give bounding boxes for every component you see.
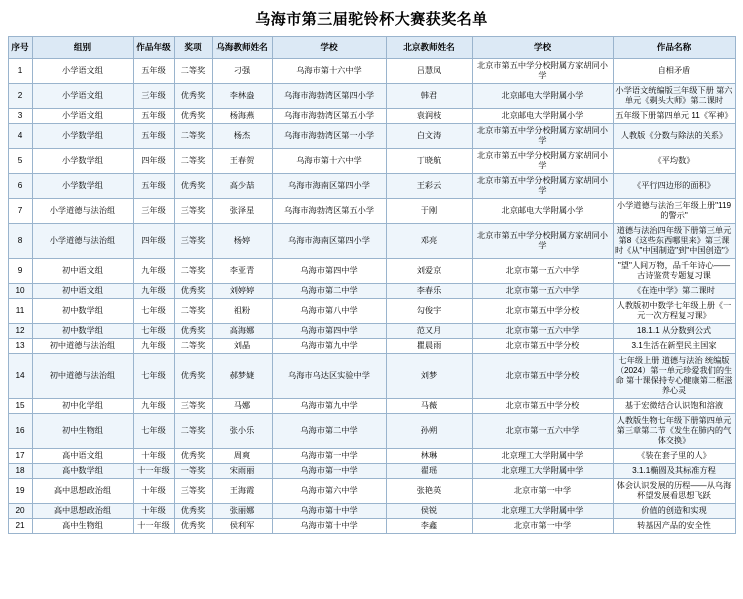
- cell-no: 19: [8, 479, 32, 504]
- cell-grade: 九年级: [133, 259, 174, 284]
- cell-award: 优秀奖: [174, 504, 212, 519]
- cell-work: 道德与法治四年级下册第三单元第8《这些东西哪里来》第三课时《从"中国制造"到"中国创造"》: [613, 224, 735, 259]
- cell-award: 三等奖: [174, 479, 212, 504]
- column-header-no: 序号: [8, 37, 32, 59]
- column-header-wuhai-school: 学校: [272, 37, 386, 59]
- cell-beijing-school: 北京市第五中学分校附属方家胡同小学: [472, 149, 613, 174]
- table-row: [8, 414, 735, 449]
- cell-wuhai-school: 乌海市第一中学: [272, 449, 386, 464]
- cell-no: 4: [8, 124, 32, 149]
- cell-wuhai-school: 乌海市第十中学: [272, 519, 386, 534]
- table-row: [8, 284, 735, 299]
- column-header-beijing-school: 学校: [472, 37, 613, 59]
- cell-group: 初中生物组: [32, 414, 133, 449]
- cell-grade: 十一年级: [133, 464, 174, 479]
- cell-beijing-teacher: 白文涛: [386, 124, 472, 149]
- cell-grade: 四年级: [133, 224, 174, 259]
- cell-no: 5: [8, 149, 32, 174]
- table-row: [8, 149, 735, 174]
- cell-no: 14: [8, 354, 32, 399]
- table-row: [8, 174, 735, 199]
- cell-beijing-teacher: 瞿晨雨: [386, 339, 472, 354]
- cell-work: 18.1.1 从分数到公式: [613, 324, 735, 339]
- column-header-beijing-teacher: 北京教师姓名: [386, 37, 472, 59]
- column-header-award: 奖项: [174, 37, 212, 59]
- cell-wuhai-school: 乌海市海勃湾区第四小学: [272, 84, 386, 109]
- cell-beijing-teacher: 林琳: [386, 449, 472, 464]
- cell-wuhai-teacher: 杨海燕: [212, 109, 272, 124]
- table-row: [8, 479, 735, 504]
- cell-no: 18: [8, 464, 32, 479]
- cell-beijing-teacher: 马薇: [386, 399, 472, 414]
- cell-no: 15: [8, 399, 32, 414]
- cell-wuhai-teacher: 祖粉: [212, 299, 272, 324]
- column-header-wuhai-teacher: 乌海教师姓名: [212, 37, 272, 59]
- cell-wuhai-school: 乌海市第九中学: [272, 399, 386, 414]
- cell-grade: 五年级: [133, 109, 174, 124]
- cell-no: 6: [8, 174, 32, 199]
- cell-work: 《在连中学》第二课时: [613, 284, 735, 299]
- cell-award: 优秀奖: [174, 519, 212, 534]
- cell-beijing-school: 北京理工大学附属中学: [472, 504, 613, 519]
- cell-wuhai-teacher: 张丽娜: [212, 504, 272, 519]
- cell-wuhai-school: 乌海市第四中学: [272, 324, 386, 339]
- cell-wuhai-teacher: 高海娜: [212, 324, 272, 339]
- cell-work: "望"人间万物，品千年诗心——古诗鉴赏专题复习课: [613, 259, 735, 284]
- cell-award: 三等奖: [174, 399, 212, 414]
- cell-beijing-teacher: 孙朔: [386, 414, 472, 449]
- cell-group: 小学语文组: [32, 109, 133, 124]
- cell-award: 二等奖: [174, 149, 212, 174]
- cell-wuhai-school: 乌海市第九中学: [272, 339, 386, 354]
- table-row: [8, 199, 735, 224]
- cell-work: 人教版生物七年级下册第四单元第三章第二节《发生在肺内的气体交换》: [613, 414, 735, 449]
- table-row: [8, 109, 735, 124]
- cell-group: 初中道德与法治组: [32, 354, 133, 399]
- cell-wuhai-teacher: 王海霞: [212, 479, 272, 504]
- cell-wuhai-school: 乌海市海南区第四小学: [272, 224, 386, 259]
- cell-beijing-school: 北京市第五中学分校: [472, 399, 613, 414]
- cell-wuhai-teacher: 王春贺: [212, 149, 272, 174]
- cell-group: 初中语文组: [32, 259, 133, 284]
- cell-wuhai-school: 乌海市第十六中学: [272, 149, 386, 174]
- cell-grade: 七年级: [133, 354, 174, 399]
- cell-grade: 五年级: [133, 59, 174, 84]
- table-row: [8, 259, 735, 284]
- cell-grade: 三年级: [133, 199, 174, 224]
- cell-no: 2: [8, 84, 32, 109]
- cell-wuhai-teacher: 刁强: [212, 59, 272, 84]
- cell-group: 小学数学组: [32, 124, 133, 149]
- cell-work: 小学语文统编版三年级下册 第六单元《剃头大师》第二课时: [613, 84, 735, 109]
- cell-grade: 七年级: [133, 324, 174, 339]
- cell-beijing-teacher: 刘梦: [386, 354, 472, 399]
- cell-beijing-teacher: 范又月: [386, 324, 472, 339]
- cell-beijing-teacher: 于刚: [386, 199, 472, 224]
- cell-wuhai-school: 乌海市海勃湾区第五小学: [272, 199, 386, 224]
- cell-wuhai-teacher: 宋雨丽: [212, 464, 272, 479]
- cell-wuhai-school: 乌海市第八中学: [272, 299, 386, 324]
- cell-beijing-school: 北京市第一五六中学: [472, 414, 613, 449]
- cell-group: 初中数学组: [32, 324, 133, 339]
- cell-beijing-teacher: 侯锐: [386, 504, 472, 519]
- cell-grade: 十年级: [133, 504, 174, 519]
- cell-no: 8: [8, 224, 32, 259]
- table-row: [8, 354, 735, 399]
- cell-award: 优秀奖: [174, 324, 212, 339]
- cell-beijing-school: 北京邮电大学附属小学: [472, 199, 613, 224]
- cell-group: 小学道德与法治组: [32, 199, 133, 224]
- cell-work: 人教版《分数与除法的关系》: [613, 124, 735, 149]
- cell-award: 二等奖: [174, 299, 212, 324]
- cell-wuhai-school: 乌海市海南区第四小学: [272, 174, 386, 199]
- cell-work: 《装在套子里的人》: [613, 449, 735, 464]
- cell-wuhai-teacher: 侯利军: [212, 519, 272, 534]
- cell-award: 优秀奖: [174, 354, 212, 399]
- cell-group: 小学数学组: [32, 149, 133, 174]
- cell-beijing-teacher: 翟瑶: [386, 464, 472, 479]
- cell-award: 三等奖: [174, 224, 212, 259]
- cell-beijing-school: 北京市第一五六中学: [472, 324, 613, 339]
- cell-wuhai-teacher: 张泽星: [212, 199, 272, 224]
- cell-grade: 五年级: [133, 174, 174, 199]
- cell-no: 9: [8, 259, 32, 284]
- cell-group: 初中道德与法治组: [32, 339, 133, 354]
- cell-work: 五年级下册第四单元 11《军神》: [613, 109, 735, 124]
- cell-group: 高中生物组: [32, 519, 133, 534]
- cell-award: 二等奖: [174, 124, 212, 149]
- cell-award: 二等奖: [174, 414, 212, 449]
- cell-wuhai-teacher: 张小乐: [212, 414, 272, 449]
- cell-beijing-teacher: 李鑫: [386, 519, 472, 534]
- cell-beijing-school: 北京理工大学附属中学: [472, 449, 613, 464]
- cell-group: 初中化学组: [32, 399, 133, 414]
- cell-work: 《平均数》: [613, 149, 735, 174]
- cell-beijing-teacher: 王彩云: [386, 174, 472, 199]
- cell-no: 20: [8, 504, 32, 519]
- cell-grade: 四年级: [133, 149, 174, 174]
- cell-wuhai-teacher: 郝梦婕: [212, 354, 272, 399]
- cell-wuhai-school: 乌海市第二中学: [272, 414, 386, 449]
- cell-wuhai-teacher: 杨杰: [212, 124, 272, 149]
- cell-grade: 三年级: [133, 84, 174, 109]
- cell-work: 七年级上册 道德与法治 统编版（2024）第一单元珍爱我们的生命 第十课保持专心健康第二框滋养心灵: [613, 354, 735, 399]
- cell-beijing-teacher: 丁晓航: [386, 149, 472, 174]
- column-header-grade: 作品年级: [133, 37, 174, 59]
- cell-wuhai-school: 乌海市乌达区实验中学: [272, 354, 386, 399]
- cell-wuhai-teacher: 高少喆: [212, 174, 272, 199]
- cell-beijing-school: 北京市第五中学分校: [472, 354, 613, 399]
- cell-grade: 五年级: [133, 124, 174, 149]
- cell-work: 体会认识发展的历程——从乌海杯望发展看思想飞跃: [613, 479, 735, 504]
- cell-group: 高中语文组: [32, 449, 133, 464]
- cell-beijing-school: 北京邮电大学附属小学: [472, 109, 613, 124]
- cell-beijing-school: 北京市第五中学分校附属方家胡同小学: [472, 124, 613, 149]
- award-list-table: [8, 36, 736, 534]
- cell-grade: 九年级: [133, 339, 174, 354]
- cell-no: 1: [8, 59, 32, 84]
- cell-award: 优秀奖: [174, 174, 212, 199]
- cell-work: 人教版初中数学七年级上册《一元一次方程复习课》: [613, 299, 735, 324]
- cell-wuhai-school: 乌海市海勃湾区第一小学: [272, 124, 386, 149]
- cell-award: 一等奖: [174, 464, 212, 479]
- cell-group: 初中语文组: [32, 284, 133, 299]
- cell-work: 自相矛盾: [613, 59, 735, 84]
- cell-wuhai-teacher: 李亚青: [212, 259, 272, 284]
- cell-award: 二等奖: [174, 339, 212, 354]
- cell-grade: 九年级: [133, 284, 174, 299]
- cell-beijing-teacher: 刘爱京: [386, 259, 472, 284]
- cell-grade: 九年级: [133, 399, 174, 414]
- cell-group: 高中思想政治组: [32, 504, 133, 519]
- table-row: [8, 449, 735, 464]
- table-row: [8, 124, 735, 149]
- cell-award: 三等奖: [174, 199, 212, 224]
- cell-grade: 十年级: [133, 479, 174, 504]
- cell-beijing-teacher: 袁润枝: [386, 109, 472, 124]
- table-header: [8, 37, 735, 59]
- cell-grade: 七年级: [133, 414, 174, 449]
- cell-wuhai-teacher: 李林盎: [212, 84, 272, 109]
- cell-award: 优秀奖: [174, 109, 212, 124]
- cell-work: 3.1.1椭圆及其标准方程: [613, 464, 735, 479]
- cell-beijing-school: 北京市第五中学分校附属方家胡同小学: [472, 174, 613, 199]
- cell-beijing-school: 北京邮电大学附属小学: [472, 84, 613, 109]
- cell-group: 高中思想政治组: [32, 479, 133, 504]
- table-row: [8, 59, 735, 84]
- cell-wuhai-school: 乌海市第十六中学: [272, 59, 386, 84]
- cell-beijing-school: 北京市第一五六中学: [472, 259, 613, 284]
- cell-work: 小学道德与法治三年级上册"119的警示": [613, 199, 735, 224]
- cell-award: 优秀奖: [174, 84, 212, 109]
- cell-award: 二等奖: [174, 259, 212, 284]
- cell-beijing-teacher: 勾俊宇: [386, 299, 472, 324]
- cell-grade: 十年级: [133, 449, 174, 464]
- cell-work: 价值的创造和实现: [613, 504, 735, 519]
- cell-award: 优秀奖: [174, 449, 212, 464]
- cell-group: 高中数学组: [32, 464, 133, 479]
- cell-group: 小学数学组: [32, 174, 133, 199]
- cell-wuhai-school: 乌海市第一中学: [272, 464, 386, 479]
- column-header-group: 组别: [32, 37, 133, 59]
- table-row: [8, 464, 735, 479]
- cell-beijing-teacher: 李春乐: [386, 284, 472, 299]
- cell-group: 小学语文组: [32, 84, 133, 109]
- cell-no: 21: [8, 519, 32, 534]
- cell-no: 10: [8, 284, 32, 299]
- cell-wuhai-teacher: 周爽: [212, 449, 272, 464]
- cell-beijing-teacher: 邓亮: [386, 224, 472, 259]
- cell-no: 16: [8, 414, 32, 449]
- table-body: [8, 59, 735, 534]
- cell-wuhai-teacher: 马娜: [212, 399, 272, 414]
- cell-grade: 十一年级: [133, 519, 174, 534]
- page-title: 乌海市第三届驼铃杯大赛获奖名单: [255, 12, 488, 28]
- cell-no: 3: [8, 109, 32, 124]
- table-row: [8, 84, 735, 109]
- table-row: [8, 399, 735, 414]
- cell-wuhai-school: 乌海市第二中学: [272, 284, 386, 299]
- table-header-row: [8, 37, 735, 59]
- cell-grade: 七年级: [133, 299, 174, 324]
- cell-award: 二等奖: [174, 59, 212, 84]
- cell-group: 小学语文组: [32, 59, 133, 84]
- table-row: [8, 519, 735, 534]
- cell-beijing-teacher: 吕慧凤: [386, 59, 472, 84]
- cell-beijing-teacher: 张艳英: [386, 479, 472, 504]
- column-header-work: 作品名称: [613, 37, 735, 59]
- cell-beijing-school: 北京理工大学附属中学: [472, 464, 613, 479]
- cell-no: 17: [8, 449, 32, 464]
- cell-wuhai-school: 乌海市第六中学: [272, 479, 386, 504]
- cell-no: 12: [8, 324, 32, 339]
- cell-award: 优秀奖: [174, 284, 212, 299]
- cell-no: 13: [8, 339, 32, 354]
- cell-wuhai-teacher: 刘婷婷: [212, 284, 272, 299]
- cell-wuhai-teacher: 刘晶: [212, 339, 272, 354]
- cell-wuhai-school: 乌海市第四中学: [272, 259, 386, 284]
- cell-work: 《平行四边形的面积》: [613, 174, 735, 199]
- cell-beijing-school: 北京市第五中学分校附属方家胡同小学: [472, 59, 613, 84]
- cell-wuhai-school: 乌海市海勃湾区第五小学: [272, 109, 386, 124]
- cell-beijing-school: 北京市第五中学分校: [472, 299, 613, 324]
- cell-group: 小学道德与法治组: [32, 224, 133, 259]
- table-row: [8, 504, 735, 519]
- table-row: [8, 224, 735, 259]
- cell-wuhai-school: 乌海市第十中学: [272, 504, 386, 519]
- table-row: [8, 299, 735, 324]
- cell-wuhai-teacher: 杨婷: [212, 224, 272, 259]
- cell-beijing-school: 北京市第一中学: [472, 479, 613, 504]
- table-row: [8, 324, 735, 339]
- cell-beijing-school: 北京市第一中学: [472, 519, 613, 534]
- cell-beijing-school: 北京市第五中学分校: [472, 339, 613, 354]
- cell-no: 11: [8, 299, 32, 324]
- cell-no: 7: [8, 199, 32, 224]
- cell-work: 3.1生活在新型民主国家: [613, 339, 735, 354]
- cell-work: 基于宏微结合认识饱和溶液: [613, 399, 735, 414]
- cell-beijing-teacher: 韩君: [386, 84, 472, 109]
- cell-beijing-school: 北京市第一五六中学: [472, 284, 613, 299]
- cell-work: 转基因产品的安全性: [613, 519, 735, 534]
- cell-beijing-school: 北京市第五中学分校附属方家胡同小学: [472, 224, 613, 259]
- table-row: [8, 339, 735, 354]
- cell-group: 初中数学组: [32, 299, 133, 324]
